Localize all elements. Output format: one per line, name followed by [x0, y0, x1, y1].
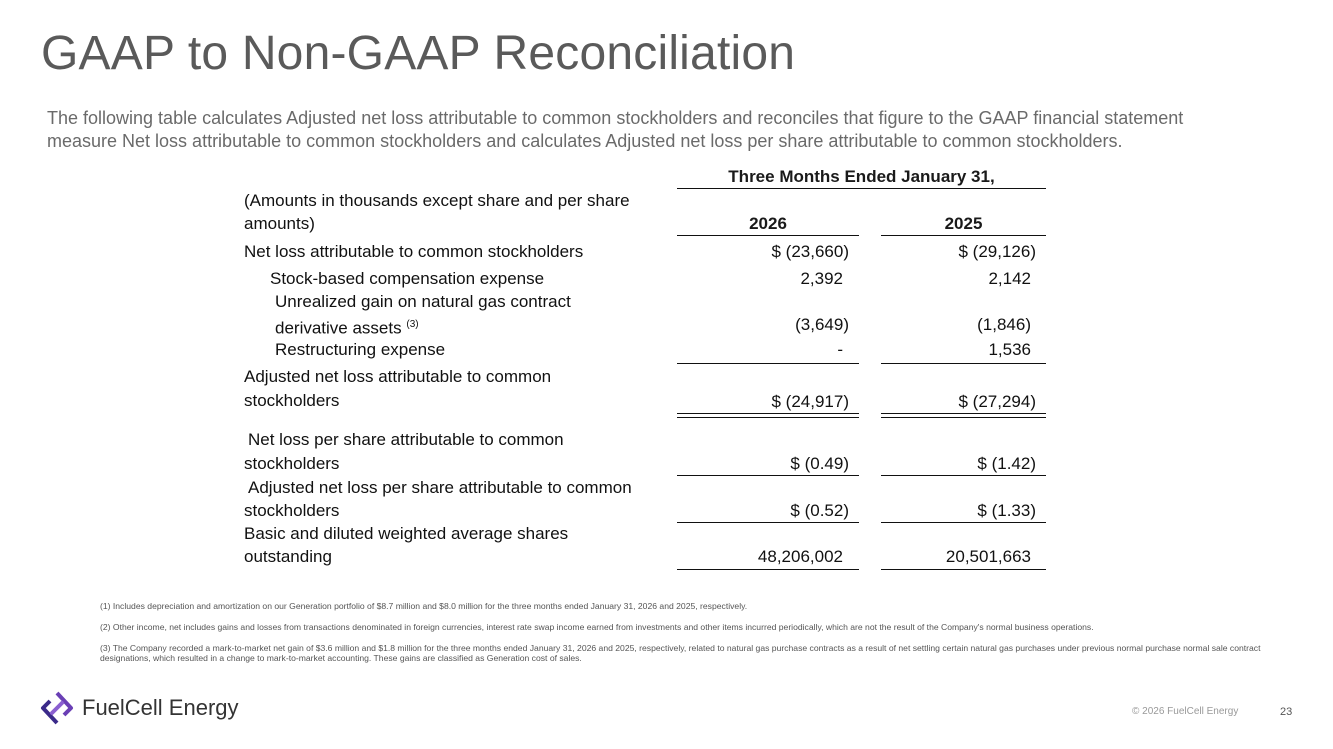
row-value-2025: (1,846): [977, 315, 1031, 334]
row-underline: [677, 475, 859, 476]
row-label-line1: Adjusted net loss per share attributable to common: [248, 478, 632, 497]
row-label: Net loss attributable to common stockholders: [244, 242, 584, 261]
row-value-2026: $ (0.49): [790, 454, 849, 473]
row-label-line2: stockholders: [244, 454, 340, 473]
row-value-2025: 2,142: [988, 269, 1031, 288]
row-underline: [881, 475, 1046, 476]
row-label-line1: Net loss per share attributable to common: [248, 430, 564, 449]
footnote-1: (1) Includes depreciation and amortization on our Generation portfolio of $8.7 million and $8.0 million for the three months ended January 31, 2026 and 2025, respectively.: [100, 601, 748, 611]
brand-logo: [40, 691, 239, 725]
row-label-line2: derivative assets $^{(3)}$: [275, 318, 419, 338]
row-value-2025: $ (1.33): [977, 501, 1036, 520]
row-value-2025: 1,536: [988, 340, 1031, 359]
row-label: Stock-based compensation expense: [270, 269, 545, 288]
amounts-note-line2: amounts): [244, 214, 315, 233]
row-value-2026: 2,392: [800, 269, 843, 288]
year-2026-header: 2026: [749, 214, 787, 233]
footnote-ref: (3): [406, 319, 419, 330]
subtotal-line: [881, 363, 1046, 364]
row-value-2026: -: [837, 340, 843, 359]
total-double-line: [881, 413, 1046, 418]
brand-name: FuelCell Energy: [82, 695, 239, 720]
row-label-line1: Adjusted net loss attributable to common: [244, 367, 552, 386]
intro-paragraph: The following table calculates Adjusted net loss attributable to common stockholders and reconciles that figure to the GAAP financial statement measure Net loss attributable to common stockholders and calculates Adjusted net loss per share attributable to common stockholders.: [47, 108, 1184, 151]
page-number: 23: [1280, 706, 1293, 718]
row-label-line2: stockholders: [244, 501, 340, 520]
row-label-line1: Unrealized gain on natural gas contract: [275, 292, 571, 311]
header-underline: [881, 235, 1046, 236]
period-header: Three Months Ended January 31,: [677, 166, 1046, 189]
row-value-2026: $ (24,917): [771, 392, 849, 411]
row-value-2026: 48,206,002: [757, 547, 843, 566]
copyright: © 2026 FuelCell Energy: [1132, 706, 1239, 717]
row-value-2025: $ (27,294): [958, 392, 1036, 411]
header-underline: [677, 235, 859, 236]
row-value-2026: $ (0.52): [790, 501, 849, 520]
total-double-line: [677, 413, 859, 418]
footnote-2: (2) Other income, net includes gains and losses from transactions denominated in foreign currencies, interest rate swap income earned from investments and other items incurred periodically, which are not the result of the Company's normal business operations.: [100, 622, 1094, 632]
fuelcell-logo-icon: [40, 691, 74, 725]
row-label-line2: outstanding: [244, 547, 332, 566]
amounts-note-line1: (Amounts in thousands except share and per share: [244, 191, 630, 210]
row-underline: [881, 569, 1046, 570]
row-underline: [881, 522, 1046, 523]
footnote-3: (3) The Company recorded a mark-to-market net gain of $3.6 million and $1.8 million for the three months ended January 31, 2026 and 2025, respectively, related to natural gas purchase contracts as a result of net settling certain natural gas purchases under previous normal purchase normal sale contract designations, which resulted in a change to mark-to-market accounting. These gains are classified as Generation cost of sales.: [100, 643, 1261, 663]
subtotal-line: [677, 363, 859, 364]
row-value-2025: $ (29,126): [958, 242, 1036, 261]
row-value-2025: 20,501,663: [945, 547, 1031, 566]
row-value-2025: $ (1.42): [977, 454, 1036, 473]
row-label-line2: stockholders: [244, 391, 340, 410]
page-title: GAAP to Non-GAAP Reconciliation: [41, 27, 796, 80]
row-underline: [677, 522, 859, 523]
row-value-2026: (3,649): [795, 315, 849, 334]
year-2025-header: 2025: [944, 214, 983, 233]
row-underline: [677, 569, 859, 570]
row-label-line1: Basic and diluted weighted average shares: [244, 524, 569, 543]
row-value-2026: $ (23,660): [771, 242, 849, 261]
row-label: Restructuring expense: [275, 340, 446, 359]
